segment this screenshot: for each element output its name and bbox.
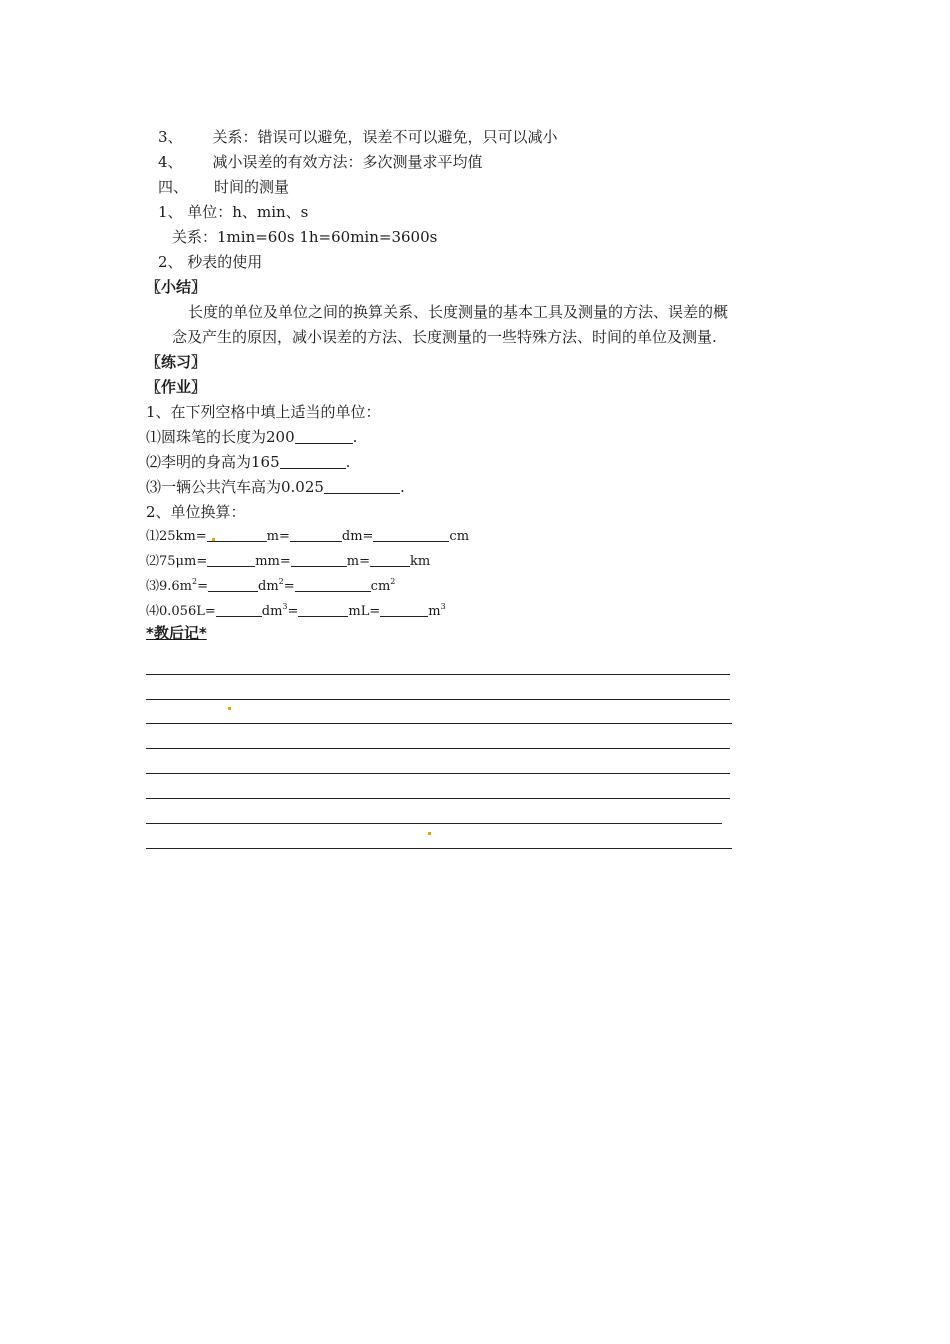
blank-field[interactable] — [295, 429, 353, 444]
writing-line[interactable] — [146, 848, 732, 849]
q2-item-c — [146, 577, 395, 597]
q1-item-b — [146, 452, 350, 472]
q1-title: 1、在下列空格中填上适当的单位： — [146, 403, 381, 421]
writing-line[interactable] — [146, 674, 730, 675]
q2-a-unit1: m= — [266, 529, 290, 544]
blank-field[interactable] — [280, 454, 346, 469]
item-4 — [158, 152, 483, 172]
q2-d-unit-m: m — [428, 604, 441, 619]
q2-c-exponent: 2 — [278, 577, 284, 586]
q1-c-period: . — [399, 478, 405, 496]
q2-b-unit1: mm= — [255, 554, 291, 569]
q2-c-eq2: = — [283, 579, 295, 594]
q2-title: 2、单位换算： — [146, 503, 246, 521]
writing-line[interactable] — [146, 773, 730, 774]
q2-a-start: ⑴25km= — [146, 529, 207, 544]
q2-c-eq1: = — [197, 579, 209, 594]
q1-item-a — [146, 427, 357, 447]
scan-mark — [212, 538, 215, 541]
q2-d-unit-ml: mL= — [348, 604, 381, 619]
q2-d-start: ⑷0.056L= — [146, 604, 216, 619]
q1-item-c — [146, 477, 405, 497]
blank-field[interactable] — [207, 552, 255, 567]
practice-heading: 〖练习〗 — [146, 353, 207, 371]
q2-a-unit3: cm — [449, 529, 470, 544]
writing-line[interactable] — [146, 723, 732, 724]
time-unit-line: 1、 单位：h、min、s — [158, 203, 309, 221]
blank-field[interactable] — [380, 602, 428, 617]
q2-item-d — [146, 602, 446, 622]
blank-field[interactable] — [291, 552, 347, 567]
q2-d-exponent: 3 — [282, 602, 288, 611]
q2-d-eq: = — [287, 604, 299, 619]
blank-field[interactable] — [216, 602, 262, 617]
q2-b-unit3: km — [410, 554, 431, 569]
summary-line-2: 念及产生的原因，减小误差的方法、长度测量的一些特殊方法、时间的单位及测量. — [172, 328, 717, 346]
section-heading-time — [158, 177, 289, 197]
q1-b-period: . — [345, 453, 351, 471]
blank-field[interactable] — [290, 527, 342, 542]
item-3-text: 关系：错误可以避免，误差不可以避免，只可以减小 — [212, 128, 558, 146]
item-4-number: 4、 — [158, 153, 183, 171]
item-3-number: 3、 — [158, 128, 183, 146]
q1-c-text: ⑶一辆公共汽车高为0.025 — [146, 478, 324, 496]
blank-field[interactable] — [208, 577, 258, 592]
blank-field[interactable] — [207, 527, 267, 542]
blank-field[interactable] — [370, 552, 410, 567]
q2-d-exponent: 3 — [440, 602, 446, 611]
q2-c-exponent: 2 — [192, 577, 198, 586]
summary-heading: 〖小结〗 — [146, 278, 207, 296]
blank-field[interactable] — [373, 527, 449, 542]
writing-line[interactable] — [146, 823, 722, 824]
blank-field[interactable] — [295, 577, 371, 592]
q2-item-b — [146, 552, 430, 572]
writing-line[interactable] — [146, 699, 730, 700]
writing-line[interactable] — [146, 748, 730, 749]
scan-mark — [428, 832, 431, 835]
item-4-text: 减小误差的有效方法：多次测量求平均值 — [212, 153, 483, 171]
summary-line-1: 长度的单位及单位之间的换算关系、长度测量的基本工具及测量的方法、误差的概 — [188, 303, 729, 321]
stopwatch-line: 2、 秒表的使用 — [158, 253, 263, 271]
writing-line[interactable] — [146, 798, 730, 799]
q2-c-unit-cm: cm — [370, 579, 391, 594]
q2-b-unit2: m= — [346, 554, 370, 569]
afterword-heading: *教后记* — [146, 624, 207, 642]
time-relation-line: 关系：1min=60s 1h=60min=3600s — [172, 228, 438, 246]
item-3 — [158, 127, 558, 147]
scan-mark — [228, 707, 231, 710]
q2-item-a — [146, 527, 469, 547]
section-heading-number: 四、 — [158, 178, 189, 196]
blank-field[interactable] — [324, 479, 400, 494]
q2-a-unit2: dm= — [341, 529, 374, 544]
q1-b-text: ⑵李明的身高为165 — [146, 453, 280, 471]
q1-a-period: . — [352, 428, 358, 446]
homework-heading: 〖作业〗 — [146, 378, 207, 396]
q2-c-start: ⑶9.6m — [146, 579, 193, 594]
q2-c-unit-dm: dm — [258, 579, 279, 594]
q2-c-exponent: 2 — [390, 577, 396, 586]
q2-b-start: ⑵75μm= — [146, 554, 208, 569]
q2-d-unit-dm: dm — [261, 604, 283, 619]
blank-field[interactable] — [298, 602, 348, 617]
section-heading-text: 时间的测量 — [214, 178, 290, 196]
q1-a-text: ⑴圆珠笔的长度为200 — [146, 428, 295, 446]
